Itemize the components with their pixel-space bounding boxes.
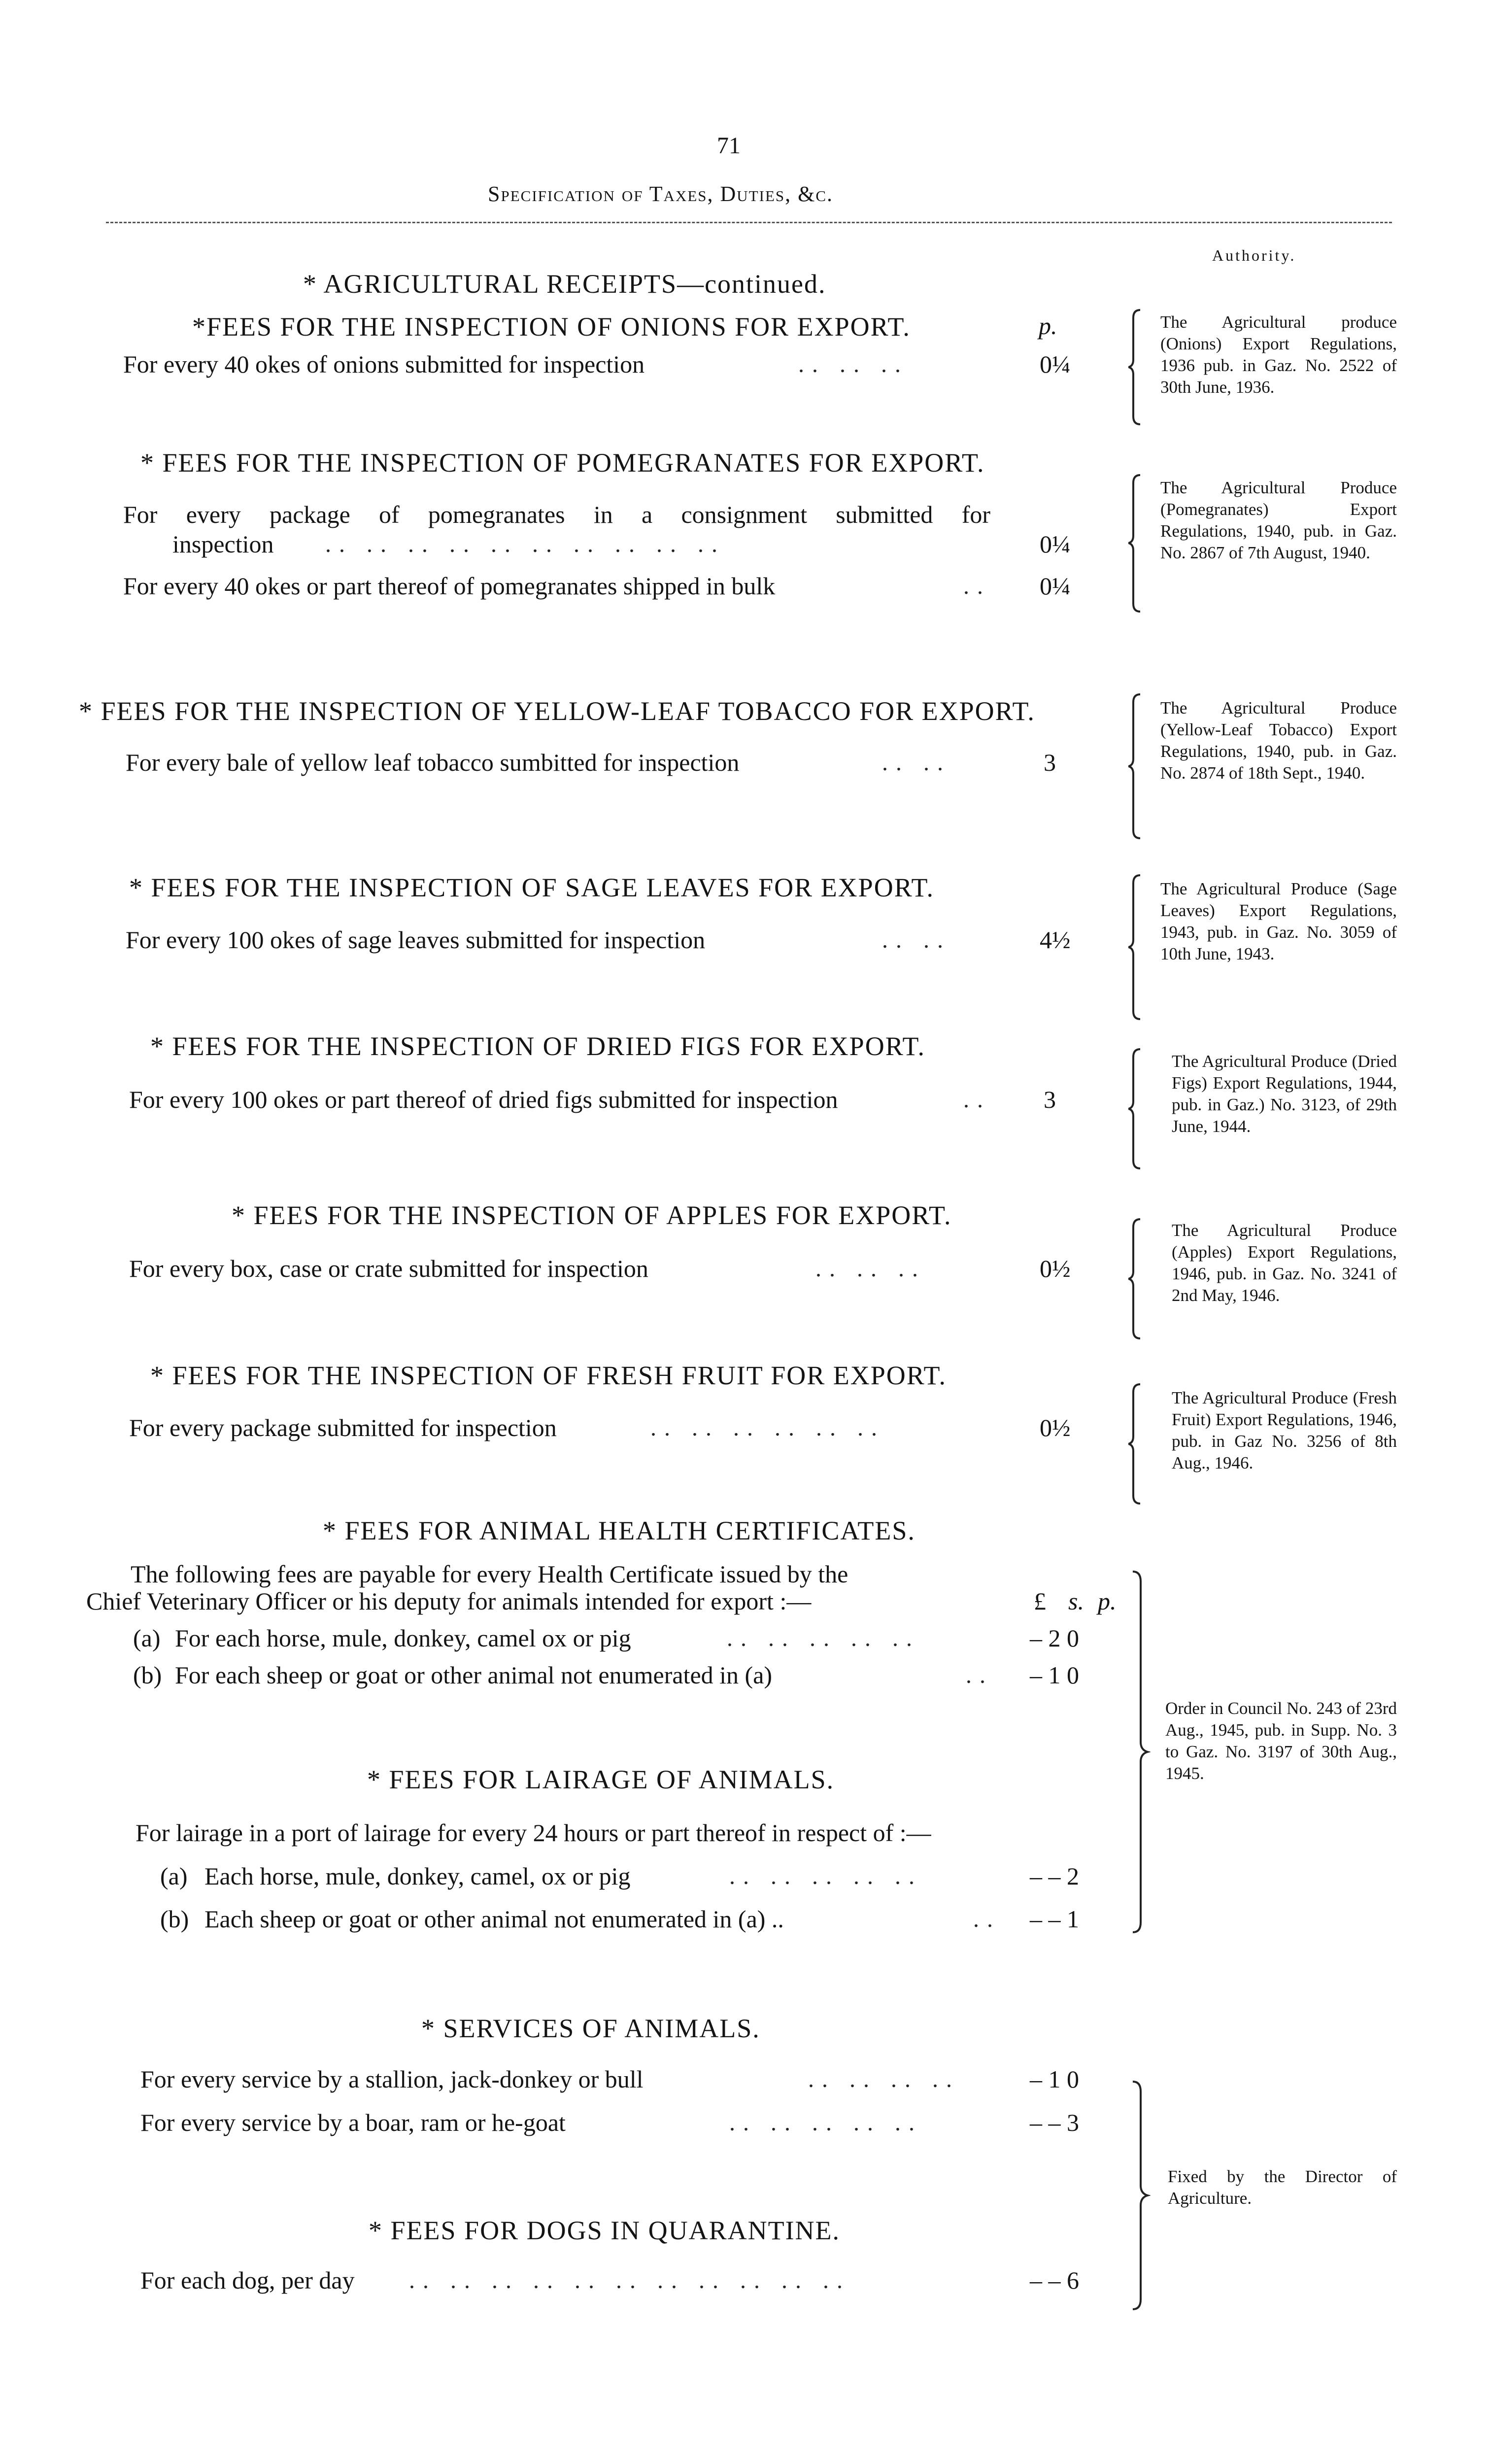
section-heading-onions: *FEES FOR THE INSPECTION OF ONIONS FOR EXPORT. xyxy=(192,312,911,342)
pomegranates-fee-amount-2: 0¼ xyxy=(1040,572,1071,600)
section-heading-dogs: * FEES FOR DOGS IN QUARANTINE. xyxy=(369,2216,841,2245)
pomegranates-fee-line-2: For every 40 okes or part thereof of pomegranates shipped in bulk xyxy=(123,572,776,600)
lairage-item-a-amount: – – 2 xyxy=(1030,1862,1079,1890)
authority-brace-pomegranates xyxy=(1128,473,1143,614)
authority-brace-figs xyxy=(1128,1047,1143,1170)
leader-dots: .. .. .. xyxy=(815,1256,926,1282)
shilling-column-label: s. xyxy=(1068,1587,1084,1615)
leader-dots: .. .. .. .. .. .. .. .. .. .. xyxy=(325,531,725,557)
authority-fruit: The Agricultural Produce (Fresh Fruit) Export Regulations, 1946, pub. in Gaz No. 3256 of 8th Aug., 1946. xyxy=(1172,1388,1397,1472)
authority-brace-onions xyxy=(1128,308,1143,426)
leader-dots: .. .. .. .. .. .. .. .. .. .. .. xyxy=(409,2267,850,2293)
lairage-item-b-text: Each sheep or goat or other animal not enumerated in (a) .. xyxy=(204,1905,784,1933)
onions-fee-amount: 0¼ xyxy=(1040,350,1071,378)
apples-fee-line: For every box, case or crate submitted for inspection xyxy=(129,1255,648,1282)
figs-fee-line: For every 100 okes or part thereof of dried figs submitted for inspection xyxy=(129,1086,838,1113)
apples-fee-amount: 0½ xyxy=(1040,1255,1071,1282)
services-line-2: For every service by a boar, ram or he-goat xyxy=(140,2109,566,2136)
leader-dots: .. xyxy=(973,1906,1001,1932)
leader-dots: .. .. .. .. .. xyxy=(727,1625,920,1651)
section-heading-lairage: * FEES FOR LAIRAGE OF ANIMALS. xyxy=(367,1765,835,1794)
authority-tobacco: The Agricultural Produce (Yellow-Leaf Tobacco) Export Regulations, 1940, pub. in Gaz. No. 2874 of 18th Sept., 1940. xyxy=(1160,698,1397,783)
authority-brace-fruit xyxy=(1128,1382,1143,1506)
authority-brace-services-dogs xyxy=(1131,2080,1151,2311)
lairage-item-b-amount: – – 1 xyxy=(1030,1905,1079,1933)
health-item-b-label: (b) xyxy=(133,1661,162,1689)
lairage-item-a-label: (a) xyxy=(160,1862,188,1890)
section-heading-agricultural: * AGRICULTURAL RECEIPTS—continued. xyxy=(303,269,826,299)
authority-sage: The Agricultural Produce (Sage Leaves) Export Regulations, 1943, pub. in Gaz. No. 3059 of 10th June, 1943. xyxy=(1160,879,1397,963)
authority-services-dogs: Fixed by the Director of Agriculture. xyxy=(1168,2167,1397,2208)
services-amount-2: – – 3 xyxy=(1030,2109,1079,2136)
services-amount-1: – 1 0 xyxy=(1030,2065,1079,2093)
health-item-a-amount: – 2 0 xyxy=(1030,1624,1079,1652)
pence-column-label: p. xyxy=(1039,312,1057,340)
leader-dots: .. .. .. .. .. xyxy=(729,2110,922,2136)
section-heading-services: * SERVICES OF ANIMALS. xyxy=(421,2014,760,2043)
leader-dots: .. .. .. .. .. .. xyxy=(650,1415,885,1441)
figs-fee-amount: 3 xyxy=(1044,1086,1056,1113)
header-rule xyxy=(106,222,1392,223)
sage-fee-line: For every 100 okes of sage leaves submitted for inspection xyxy=(126,926,706,954)
authority-brace-apples xyxy=(1128,1217,1143,1340)
lairage-intro: For lairage in a port of lairage for every 24 hours or part thereof in respect of :— xyxy=(136,1819,931,1847)
health-intro-line-1: The following fees are payable for every Health Certificate issued by the xyxy=(131,1560,848,1588)
authority-pomegranates: The Agricultural Produce (Pomegranates) Export Regulations, 1940, pub. in Gaz. No. 2867 of 7th August, 1940. xyxy=(1160,478,1397,562)
lairage-item-b-label: (b) xyxy=(160,1905,189,1933)
section-heading-sage: * FEES FOR THE INSPECTION OF SAGE LEAVES FOR EXPORT. xyxy=(129,873,934,902)
pound-column-label: £ xyxy=(1034,1587,1046,1615)
lairage-item-a-text: Each horse, mule, donkey, camel, ox or pig xyxy=(204,1862,631,1890)
section-heading-fresh-fruit: * FEES FOR THE INSPECTION OF FRESH FRUIT FOR EXPORT. xyxy=(150,1361,947,1390)
authority-onions: The Agricultural produce (Onions) Export Regulations, 1936 pub. in Gaz. No. 2522 of 30th June, 1936. xyxy=(1160,312,1397,397)
fruit-fee-amount: 0½ xyxy=(1040,1414,1071,1441)
sage-fee-amount: 4½ xyxy=(1040,926,1071,954)
leader-dots: .. xyxy=(963,573,991,599)
health-item-b-text: For each sheep or goat or other animal not enumerated in (a) xyxy=(175,1661,773,1689)
leader-dots: .. xyxy=(966,1662,993,1688)
leader-dots: .. .. .. .. .. xyxy=(729,1863,922,1889)
leader-dots: .. .. xyxy=(882,927,951,953)
tobacco-fee-amount: 3 xyxy=(1044,749,1056,776)
onions-fee-line: For every 40 okes of onions submitted for inspection xyxy=(123,350,645,378)
health-item-a-label: (a) xyxy=(133,1624,161,1652)
health-item-b-amount: – 1 0 xyxy=(1030,1661,1079,1689)
section-heading-apples: * FEES FOR THE INSPECTION OF APPLES FOR EXPORT. xyxy=(232,1200,952,1230)
section-heading-health-certificates: * FEES FOR ANIMAL HEALTH CERTIFICATES. xyxy=(323,1516,915,1545)
authority-column-header: Authority. xyxy=(1212,246,1296,264)
pence-column-label: p. xyxy=(1098,1587,1117,1615)
services-line-1: For every service by a stallion, jack-donkey or bull xyxy=(140,2065,644,2093)
authority-figs: The Agricultural Produce (Dried Figs) Export Regulations, 1944, pub. in Gaz.) No. 3123, of 29th June, 1944. xyxy=(1172,1052,1397,1136)
dogs-fee-line: For each dog, per day xyxy=(140,2266,355,2294)
health-item-a-text: For each horse, mule, donkey, camel ox or pig xyxy=(175,1624,631,1652)
leader-dots: .. .. xyxy=(882,750,951,776)
authority-brace-tobacco xyxy=(1128,692,1143,840)
pomegranates-fee-line-1b: inspection xyxy=(172,530,274,558)
leader-dots: .. .. .. xyxy=(798,351,909,377)
authority-brace-health-lairage xyxy=(1131,1570,1151,1934)
fruit-fee-line: For every package submitted for inspection xyxy=(129,1414,557,1441)
page-number: 71 xyxy=(717,133,741,159)
section-heading-pomegranates: * FEES FOR THE INSPECTION OF POMEGRANATES FOR EXPORT. xyxy=(140,448,985,478)
leader-dots: .. .. .. .. xyxy=(808,2066,960,2092)
authority-brace-sage xyxy=(1128,873,1143,1021)
running-head: Specification of Taxes, Duties, &c. xyxy=(488,182,834,206)
dogs-fee-amount: – – 6 xyxy=(1030,2266,1079,2294)
authority-apples: The Agricultural Produce (Apples) Export Regulations, 1946, pub. in Gaz. No. 3241 of 2nd May, 1946. xyxy=(1172,1221,1397,1305)
tobacco-fee-line: For every bale of yellow leaf tobacco sumbitted for inspection xyxy=(126,749,740,776)
section-heading-figs: * FEES FOR THE INSPECTION OF DRIED FIGS FOR EXPORT. xyxy=(150,1031,925,1061)
pomegranates-fee-amount-1: 0¼ xyxy=(1040,530,1071,558)
authority-health-lairage: Order in Council No. 243 of 23rd Aug., 1945, pub. in Supp. No. 3 to Gaz. No. 3197 of 30th Aug., 1945. xyxy=(1165,1699,1397,1783)
leader-dots: .. xyxy=(963,1087,991,1113)
section-heading-tobacco: * FEES FOR THE INSPECTION OF YELLOW-LEAF TOBACCO FOR EXPORT. xyxy=(79,696,1035,726)
pomegranates-fee-line-1a: For every package of pomegranates in a consignment submitted for xyxy=(123,501,990,528)
health-intro-line-2: Chief Veterinary Officer or his deputy for animals intended for export :— xyxy=(86,1587,812,1615)
